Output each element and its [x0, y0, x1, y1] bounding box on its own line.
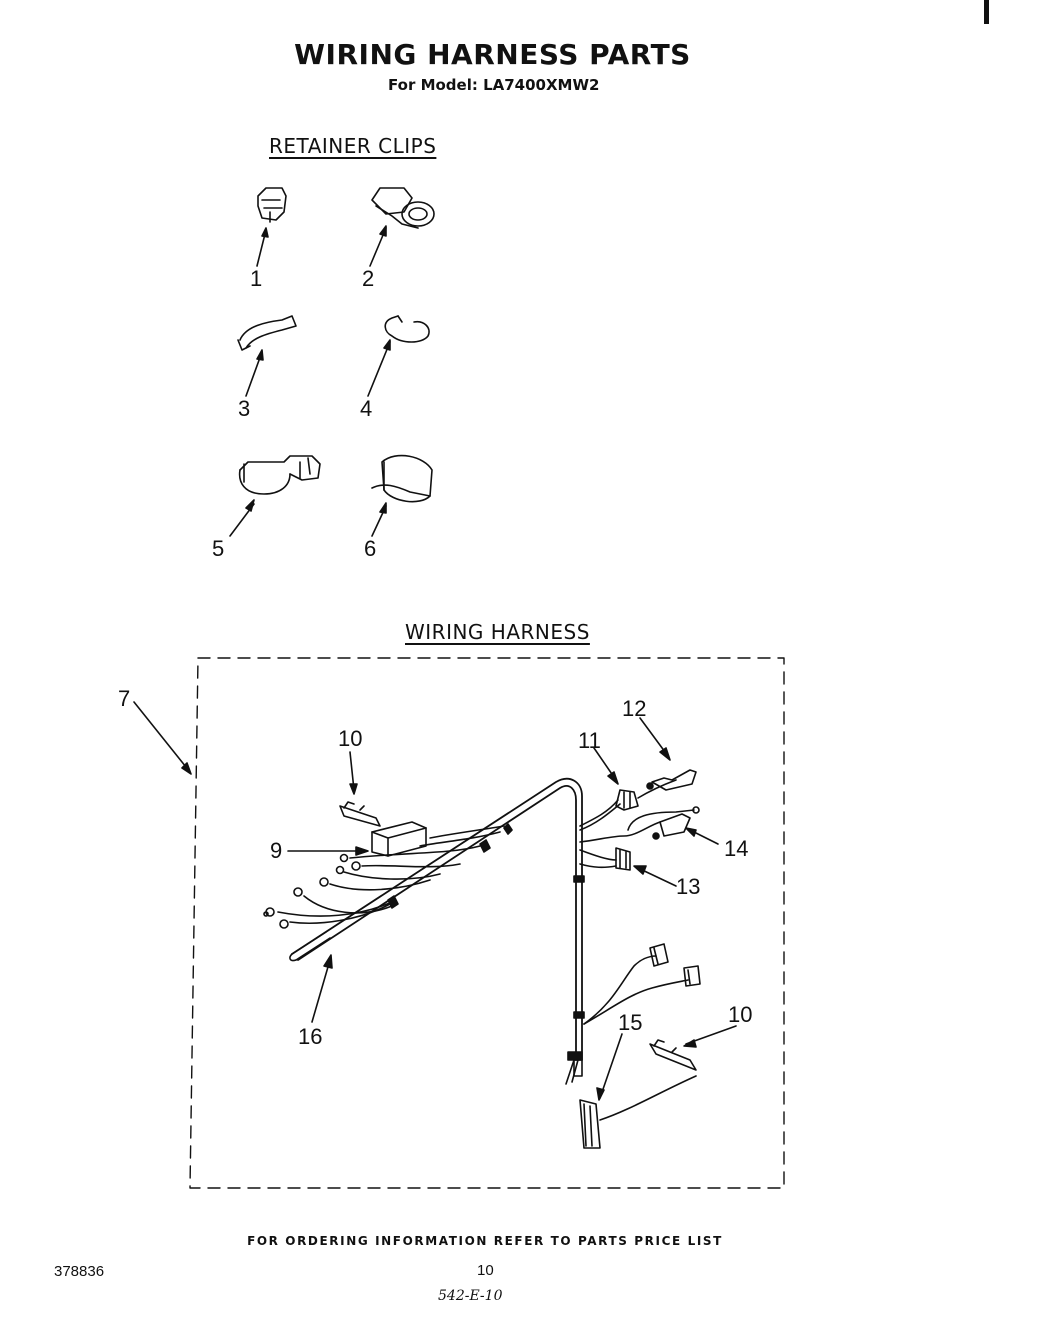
harness-frame	[190, 658, 784, 1188]
callout-14: 14	[724, 836, 749, 861]
callout-6: 6	[364, 536, 377, 561]
handwritten-code: 542-E-10	[438, 1288, 503, 1304]
harness-leader-arrows	[288, 718, 736, 1100]
callout-16: 16	[298, 1024, 323, 1049]
callout-10-lower: 10	[728, 1002, 753, 1027]
page-title: WIRING HARNESS PARTS	[294, 38, 691, 71]
document-number: 378836	[54, 1263, 105, 1280]
clip-2-drawing	[372, 188, 434, 228]
callout-15: 15	[618, 1010, 643, 1035]
clip-3-drawing	[238, 316, 296, 350]
clip-4-drawing	[385, 316, 429, 342]
clip-1-drawing	[258, 188, 286, 222]
callout-7-arrow	[134, 702, 191, 774]
clip-5-drawing	[240, 456, 320, 494]
callout-11: 11	[578, 728, 601, 753]
callout-1: 1	[250, 266, 263, 291]
retainer-clips-heading: RETAINER CLIPS	[269, 134, 437, 158]
callout-12: 12	[622, 696, 647, 721]
callout-4: 4	[360, 396, 373, 421]
model-subtitle: For Model: LA7400XMW2	[388, 76, 600, 94]
callout-13: 13	[676, 874, 701, 899]
wiring-harness-heading: WIRING HARNESS	[405, 620, 590, 644]
page-number: 10	[477, 1262, 494, 1279]
ordering-note: FOR ORDERING INFORMATION REFER TO PARTS PRICE LIST	[247, 1234, 723, 1248]
callout-7: 7	[118, 686, 131, 711]
callout-3: 3	[238, 396, 251, 421]
callout-2: 2	[362, 266, 375, 291]
callout-10-upper: 10	[338, 726, 363, 751]
callout-5: 5	[212, 536, 225, 561]
callout-9: 9	[270, 838, 283, 863]
clip-6-drawing	[372, 456, 432, 502]
